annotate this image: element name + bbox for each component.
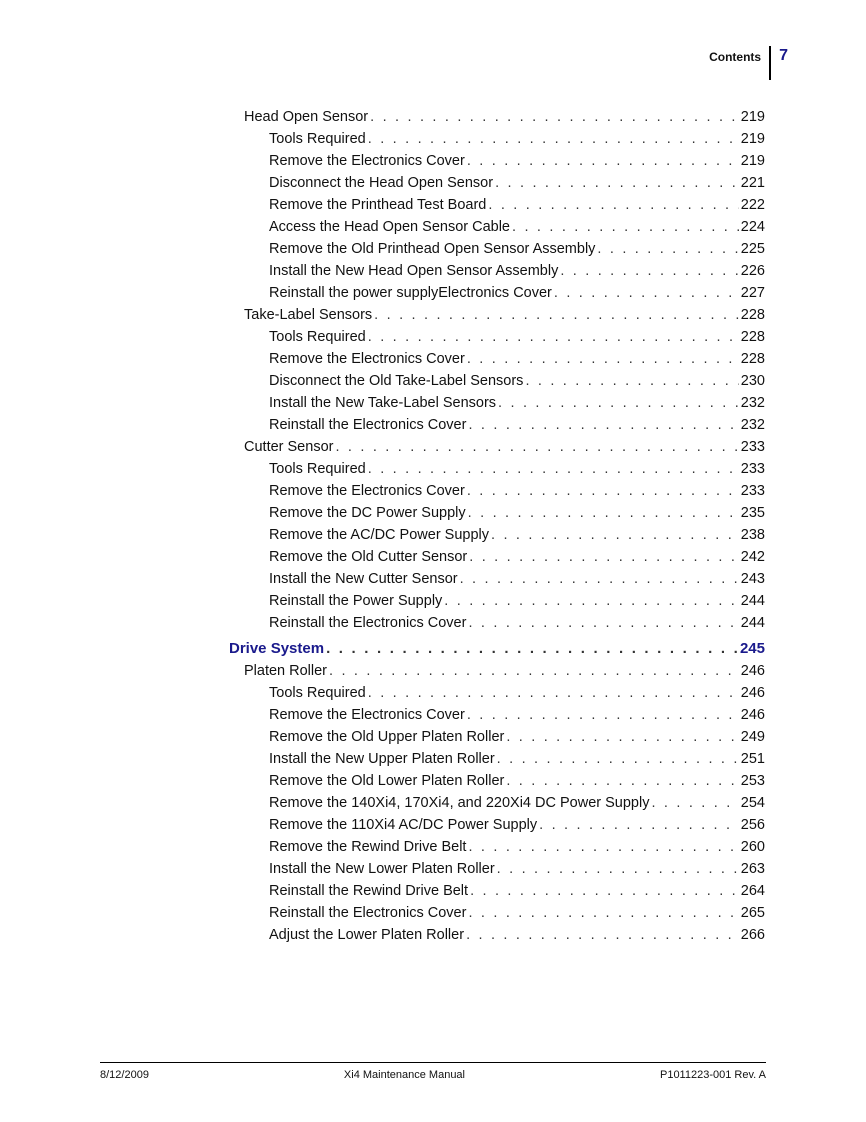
toc-leader-dots [470,880,739,902]
toc-entry-title: Reinstall the power supplyElectronics Cover [269,285,552,301]
toc-entry[interactable] [269,748,765,770]
toc-entry-page: 228 [740,351,765,367]
toc-leader-dots [468,414,738,436]
toc-entry[interactable] [269,524,765,546]
toc-entry-page: 232 [740,395,765,411]
toc-entry-page: 265 [740,905,765,921]
toc-entry[interactable] [269,682,765,704]
toc-leader-dots [468,502,739,524]
toc-entry[interactable] [269,770,765,792]
footer-title: Xi4 Maintenance Manual [343,1069,465,1081]
toc-entry-title: Tools Required [269,461,366,477]
toc-entry-page: 222 [740,197,765,213]
toc-entry-page: 235 [740,505,765,521]
toc-leader-dots [467,704,739,726]
toc-entry[interactable] [269,924,765,946]
toc-entry-title: Install the New Upper Platen Roller [269,751,495,767]
toc-entry-page: 219 [740,131,765,147]
toc-entry-page: 245 [739,640,765,657]
toc-leader-dots [329,660,739,682]
toc-entry-page: 238 [740,527,765,543]
toc-entry[interactable] [269,502,765,524]
page-number: 7 [779,47,788,64]
toc-entry-title: Remove the DC Power Supply [269,505,466,521]
toc-leader-dots [651,792,738,814]
toc-entry[interactable] [269,194,765,216]
toc-entry[interactable] [244,660,765,682]
toc-entry-page: 221 [740,175,765,191]
toc-entry-title: Remove the Electronics Cover [269,707,465,723]
toc-leader-dots [468,836,738,858]
toc-entry-title: Access the Head Open Sensor Cable [269,219,510,235]
page-footer [100,1062,766,1081]
toc-entry-title: Take-Label Sensors [244,307,373,323]
toc-entry-page: 242 [740,549,765,565]
toc-entry-title: Drive System [229,640,325,657]
toc-entry-title: Reinstall the Rewind Drive Belt [269,883,469,899]
toc-entry[interactable] [269,858,765,880]
toc-entry[interactable] [269,612,765,634]
toc-entry-title: Platen Roller [244,663,328,679]
toc-leader-dots [539,814,739,836]
toc-leader-dots [491,524,739,546]
toc-entry-page: 254 [740,795,765,811]
toc-leader-dots [497,858,739,880]
page-header [709,46,788,80]
toc-entry-page: 230 [740,373,765,389]
section-title: Contents [709,50,762,64]
toc-entry-title: Remove the Old Printhead Open Sensor Assembly [269,241,596,257]
toc-entry-title: Remove the Electronics Cover [269,351,465,367]
toc-entry-title: Remove the Rewind Drive Belt [269,839,467,855]
footer-part-number: P1011223-001 Rev. A [659,1069,766,1081]
toc-entry[interactable] [269,172,765,194]
toc-entry-page: 233 [740,483,765,499]
toc-entry[interactable] [269,590,765,612]
toc-leader-dots [335,436,738,458]
toc-entry-page: 256 [740,817,765,833]
toc-entry-title: Reinstall the Electronics Cover [269,905,467,921]
toc-entry[interactable] [269,392,765,414]
toc-entry[interactable] [269,546,765,568]
toc-entry-page: 266 [740,927,765,943]
toc-entry-page: 263 [740,861,765,877]
toc-leader-dots [554,282,739,304]
toc-entry[interactable] [269,282,765,304]
toc-entry-page: 224 [740,219,765,235]
toc-entry-page: 228 [740,329,765,345]
toc-entry-title: Head Open Sensor [244,109,369,125]
toc-entry-title: Remove the 140Xi4, 170Xi4, and 220Xi4 DC Power Supply [269,795,650,811]
toc-leader-dots [460,568,739,590]
toc-entry-page: 246 [740,663,765,679]
toc-entry-title: Cutter Sensor [244,439,334,455]
toc-entry[interactable] [269,726,765,748]
toc-leader-dots [468,612,738,634]
toc-entry-title: Disconnect the Head Open Sensor [269,175,494,191]
toc-entry-page: 227 [740,285,765,301]
toc-leader-dots [597,238,738,260]
toc-leader-dots [506,726,738,748]
toc-leader-dots [525,370,738,392]
toc-leader-dots [467,480,739,502]
toc-entry-title: Install the New Head Open Sensor Assembly [269,263,559,279]
toc-entry-page: 233 [740,439,765,455]
toc-entry-title: Remove the Old Cutter Sensor [269,549,468,565]
toc-entry-title: Remove the Printhead Test Board [269,197,487,213]
toc-entry-page: 246 [740,707,765,723]
toc-leader-dots [368,326,739,348]
toc-chapter-entry[interactable] [229,638,765,660]
toc-leader-dots [512,216,739,238]
toc-entry[interactable] [269,150,765,172]
header-divider [769,46,771,80]
toc-entry[interactable] [269,902,765,924]
toc-leader-dots [467,348,739,370]
toc-entry[interactable] [269,348,765,370]
toc-entry[interactable] [244,304,765,326]
toc-leader-dots [368,458,739,480]
toc-leader-dots [444,590,739,612]
toc-entry-title: Reinstall the Electronics Cover [269,417,467,433]
toc-entry-title: Remove the Old Lower Platen Roller [269,773,505,789]
toc-entry[interactable] [269,414,765,436]
toc-entry-title: Adjust the Lower Platen Roller [269,927,465,943]
toc-entry[interactable] [269,260,765,282]
toc-leader-dots [495,172,739,194]
toc-entry-title: Reinstall the Electronics Cover [269,615,467,631]
toc-entry-page: 225 [740,241,765,257]
toc-leader-dots [368,682,739,704]
toc-entry-page: 244 [740,615,765,631]
toc-entry-title: Remove the Electronics Cover [269,153,465,169]
toc-entry[interactable] [269,326,765,348]
toc-entry-title: Tools Required [269,131,366,147]
toc-leader-dots [326,638,738,660]
toc-entry[interactable] [269,480,765,502]
toc-entry[interactable] [269,238,765,260]
toc-entry-page: 246 [740,685,765,701]
toc-entry-page: 226 [740,263,765,279]
toc-leader-dots [374,304,739,326]
toc-leader-dots [506,770,738,792]
toc-entry-page: 219 [740,109,765,125]
toc-entry-page: 264 [740,883,765,899]
toc-leader-dots [560,260,738,282]
toc-entry-title: Disconnect the Old Take-Label Sensors [269,373,524,389]
toc-entry-title: Remove the Electronics Cover [269,483,465,499]
toc-entry-title: Remove the 110Xi4 AC/DC Power Supply [269,817,538,833]
toc-entry-title: Reinstall the Power Supply [269,593,443,609]
toc-entry[interactable] [269,814,765,836]
toc-entry-page: 243 [740,571,765,587]
toc-leader-dots [488,194,738,216]
toc-entry[interactable] [269,880,765,902]
toc-entry-title: Tools Required [269,685,366,701]
toc-entry-page: 260 [740,839,765,855]
toc-entry[interactable] [269,216,765,238]
toc-entry-title: Install the New Lower Platen Roller [269,861,495,877]
toc-leader-dots [370,106,739,128]
footer-date: 8/12/2009 [100,1069,149,1081]
toc-entry-title: Tools Required [269,329,366,345]
toc-entry[interactable] [244,436,765,458]
toc-entry-page: 219 [740,153,765,169]
toc-entry[interactable] [269,568,765,590]
toc-leader-dots [467,150,739,172]
toc-entry[interactable] [269,128,765,150]
toc-entry-page: 244 [740,593,765,609]
toc-entry-title: Remove the Old Upper Platen Roller [269,729,505,745]
toc-entry-title: Install the New Cutter Sensor [269,571,458,587]
toc-entry[interactable] [269,458,765,480]
toc-entry[interactable] [269,370,765,392]
toc-entry-page: 228 [740,307,765,323]
toc-entry-page: 251 [740,751,765,767]
toc-entry[interactable] [269,792,765,814]
toc-entry[interactable] [269,836,765,858]
toc-entry[interactable] [244,106,765,128]
toc-entry-page: 253 [740,773,765,789]
toc-leader-dots [466,924,739,946]
toc-leader-dots [497,748,739,770]
toc-entry-page: 232 [740,417,765,433]
toc-entry-title: Remove the AC/DC Power Supply [269,527,490,543]
toc-entry-title: Install the New Take-Label Sensors [269,395,497,411]
toc-entry-page: 249 [740,729,765,745]
toc-leader-dots [469,546,739,568]
toc-leader-dots [368,128,739,150]
toc-leader-dots [468,902,738,924]
toc-entry-page: 233 [740,461,765,477]
toc-leader-dots [498,392,739,414]
toc-entry[interactable] [269,704,765,726]
